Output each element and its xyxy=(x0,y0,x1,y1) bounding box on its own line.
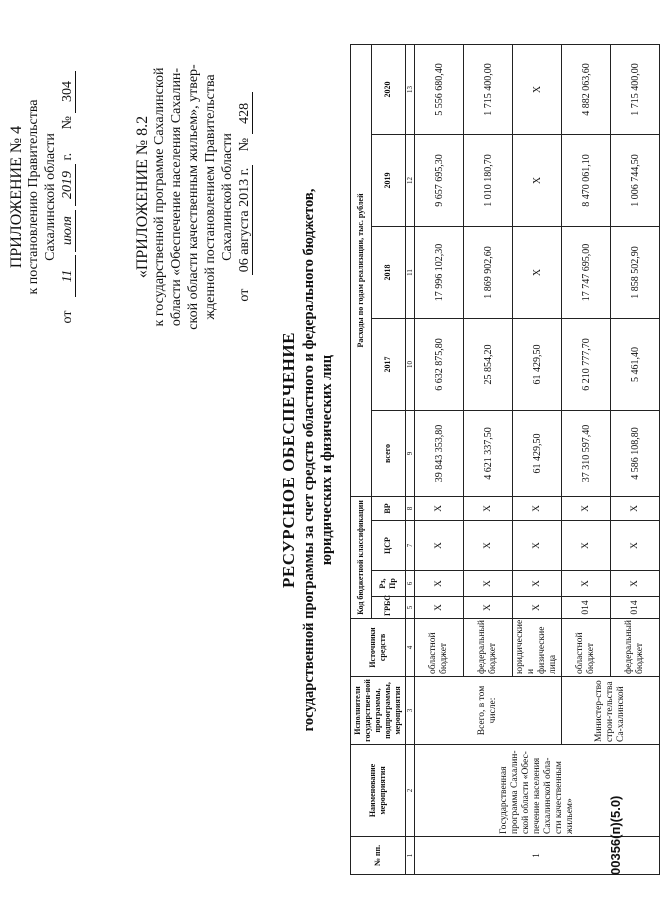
cell-2017: 5 461,40 xyxy=(611,318,660,410)
appendix-date-line xyxy=(59,37,76,357)
cell-source: федеральный бюджет xyxy=(611,619,660,677)
cell-rzpr: X xyxy=(464,571,513,597)
ref-date: 06 августа 2013 г. xyxy=(238,165,253,275)
ref-appendix-line: жденной постановлением Правительства xyxy=(203,74,218,320)
header-2019: 2019 xyxy=(371,134,405,226)
column-index: 3 xyxy=(406,677,415,745)
cell-csr: X xyxy=(611,521,660,571)
appendix-year: 2019 xyxy=(61,164,76,206)
cell-vr: X xyxy=(415,496,464,520)
appendix-year-suffix: г. xyxy=(60,152,75,161)
column-index: 4 xyxy=(406,619,415,677)
item-number: 1 xyxy=(415,837,660,875)
cell-source: юридические и физические лица xyxy=(513,619,562,677)
ref-appendix-line: к государственной программе Сахалинской xyxy=(152,67,167,327)
cell-2019: 1 010 180,70 xyxy=(464,134,513,226)
cell-rzpr: X xyxy=(562,571,611,597)
cell-total: 37 310 597,40 xyxy=(562,410,611,496)
cell-rzpr: X xyxy=(415,571,464,597)
header-source: Источники средств xyxy=(351,619,406,677)
reference-appendix-header xyxy=(134,37,253,357)
executor-ministry: Министер-ство строи-тельства Са-халинской xyxy=(562,677,660,745)
appendix-header xyxy=(8,37,76,357)
cell-vr: X xyxy=(562,496,611,520)
header-2020: 2020 xyxy=(371,44,405,134)
cell-2018: X xyxy=(513,226,562,318)
cell-grbs: 014 xyxy=(611,597,660,619)
column-index: 5 xyxy=(406,597,415,619)
cell-2020: X xyxy=(513,44,562,134)
column-index-row xyxy=(406,44,415,874)
header-name: Наименование мероприятия xyxy=(351,745,406,837)
cell-2020: 1 715 400,00 xyxy=(611,44,660,134)
cell-csr: X xyxy=(513,521,562,571)
header-grbs: ГРБС xyxy=(371,597,405,619)
header-2018: 2018 xyxy=(371,226,405,318)
cell-2019: X xyxy=(513,134,562,226)
appendix-month: июля xyxy=(61,210,76,252)
appendix-day: 11 xyxy=(61,255,76,297)
header-num: № пп. xyxy=(351,837,406,875)
appendix-num-sign: № xyxy=(60,116,75,130)
heading-line-2: государственной программы за счет средств областного и федерального бюджетов, xyxy=(301,188,317,732)
header-total: всего xyxy=(371,410,405,496)
appendix-line-3: Сахалинской области xyxy=(43,133,58,261)
header-expenses: Расходы по годам реализации, тыс. рублей xyxy=(351,44,372,496)
ref-number: 428 xyxy=(238,92,253,134)
column-index: 9 xyxy=(406,410,415,496)
header-csr: ЦСР xyxy=(371,521,405,571)
cell-vr: X xyxy=(464,496,513,520)
column-index: 11 xyxy=(406,226,415,318)
cell-2020: 5 556 680,40 xyxy=(415,44,464,134)
cell-grbs: 014 xyxy=(562,597,611,619)
column-index: 10 xyxy=(406,318,415,410)
cell-grbs: X xyxy=(513,597,562,619)
header-executor: Исполнители государствен-ной программы, подпрограммы, мероприятия xyxy=(351,677,406,745)
cell-grbs: X xyxy=(415,597,464,619)
item-name: Государственная программа Сахалин-ской области «Обес-печение населения Сахалинской обла-сти качественным жильем» xyxy=(415,745,660,837)
document-code: 00356(п)(5.0) xyxy=(608,795,623,875)
cell-2018: 17 996 102,30 xyxy=(415,226,464,318)
appendix-number: 304 xyxy=(61,71,76,113)
table-row xyxy=(415,44,464,874)
executor-all: Всего, в том числе: xyxy=(415,677,562,745)
column-index: 13 xyxy=(406,44,415,134)
cell-2017: 25 854,20 xyxy=(464,318,513,410)
column-index: 8 xyxy=(406,496,415,520)
header-budget-class: Код бюджетной классификации xyxy=(351,496,372,618)
cell-rzpr: X xyxy=(513,571,562,597)
column-index: 2 xyxy=(406,745,415,837)
column-index: 7 xyxy=(406,521,415,571)
heading-line-3: юридических и физических лиц xyxy=(319,354,335,566)
ref-appendix-line: области «Обеспечение населения Сахалин- xyxy=(169,67,184,327)
cell-2019: 9 657 695,30 xyxy=(415,134,464,226)
cell-2020: 4 882 063,60 xyxy=(562,44,611,134)
appendix-date-prefix: от xyxy=(60,310,75,324)
header-vr: ВР xyxy=(371,496,405,520)
column-index: 6 xyxy=(406,571,415,597)
heading-line-1: РЕСУРСНОЕ ОБЕСПЕЧЕНИЕ xyxy=(279,332,298,588)
cell-total: 4 586 108,80 xyxy=(611,410,660,496)
appendix-line-2: к постановлению Правительства xyxy=(26,99,41,295)
cell-total: 39 843 353,80 xyxy=(415,410,464,496)
cell-2017: 61 429,50 xyxy=(513,318,562,410)
cell-vr: X xyxy=(611,496,660,520)
cell-rzpr: X xyxy=(611,571,660,597)
cell-csr: X xyxy=(464,521,513,571)
header-rzpr: Рз, Пр xyxy=(371,571,405,597)
column-index: 1 xyxy=(406,837,415,875)
cell-2017: 6 632 875,80 xyxy=(415,318,464,410)
ref-appendix-line: ской области качественным жильем», утвер- xyxy=(186,64,201,330)
cell-vr: X xyxy=(513,496,562,520)
appendix-title: ПРИЛОЖЕНИЕ № 4 xyxy=(8,125,25,269)
ref-date-prefix: от xyxy=(237,288,252,302)
cell-csr: X xyxy=(415,521,464,571)
cell-grbs: X xyxy=(464,597,513,619)
cell-2019: 8 470 061,10 xyxy=(562,134,611,226)
document-heading xyxy=(278,45,336,875)
cell-2018: 17 747 695,00 xyxy=(562,226,611,318)
cell-source: федеральный бюджет xyxy=(464,619,513,677)
header-2017: 2017 xyxy=(371,318,405,410)
cell-csr: X xyxy=(562,521,611,571)
cell-2020: 1 715 400,00 xyxy=(464,44,513,134)
ref-appendix-title: «ПРИЛОЖЕНИЕ № 8.2 xyxy=(134,115,151,279)
ref-appendix-date-line xyxy=(236,37,253,357)
cell-source: областной бюджет xyxy=(562,619,611,677)
cell-2019: 1 006 744,50 xyxy=(611,134,660,226)
cell-total: 4 621 337,50 xyxy=(464,410,513,496)
cell-source: областной бюджет xyxy=(415,619,464,677)
cell-2017: 6 210 777,70 xyxy=(562,318,611,410)
column-index: 12 xyxy=(406,134,415,226)
resource-table xyxy=(350,44,660,875)
ref-num-sign: № xyxy=(237,137,252,152)
ref-appendix-line: Сахалинской области xyxy=(220,133,235,261)
cell-2018: 1 858 502,90 xyxy=(611,226,660,318)
cell-total: 61 429,50 xyxy=(513,410,562,496)
cell-2018: 1 869 902,60 xyxy=(464,226,513,318)
